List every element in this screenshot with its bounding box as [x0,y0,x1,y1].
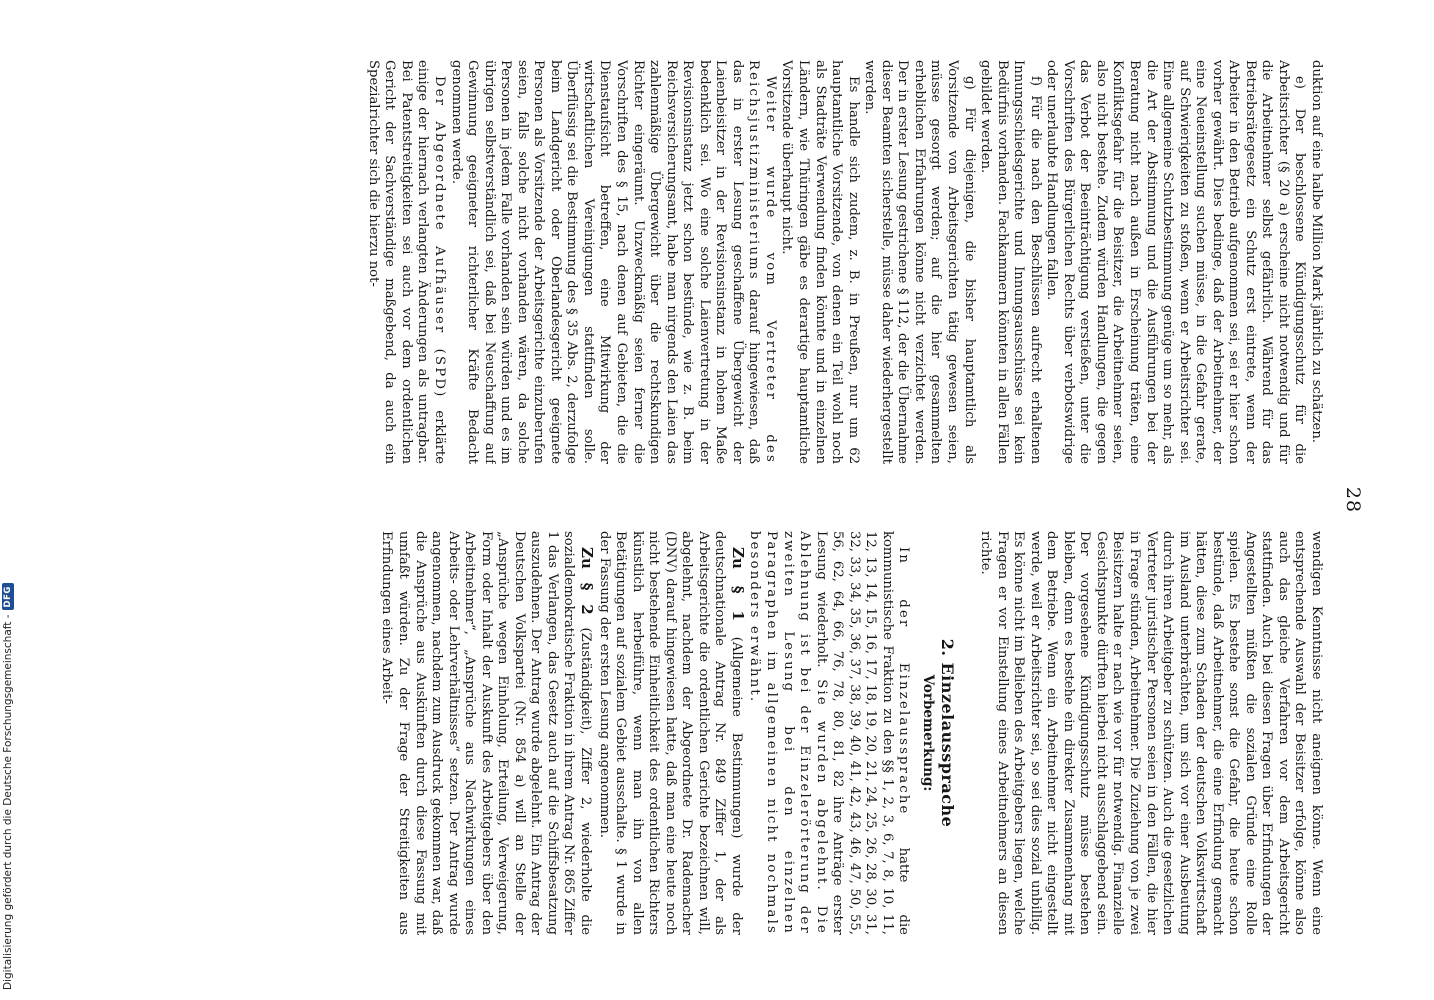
paragraph: Es handle sich zudem, z. B. in Preußen, nur um 62 hauptamtliche Vorsitzende, von denen ein Teil wohl noch als Stadträte Verwendung finden könnte und in einzelnen Ländern, wie Thüringen gäbe es derartige hauptamtliche Vorsitzende überhaupt nicht. [779,60,861,464]
left-column [74,60,1324,464]
paragraph-text: darauf hingewiesen, daß das in erster Lesung geschaffene Übergewicht der Laienbeisitzer in der Revisionsinstanz in hohem Maße bedenklich sei. Wo eine solche Laienvertretung in der Revisionsinstanz jetzt schon bestünde, wie z. B. beim Reichsversicherungsamt, habe man nirgends den Laien das zahlenmäßige Übergewicht über die rechtskundigen Richter eingeräumt. Unzweckmäßig seien ferner die Vorschriften des § 15, nach denen auf Gebieten, die die Dienstaufsicht betreffen, eine Mitwirkung der wirtschaftlichen Vereinigungen stattfinden solle. Überflüssig sei die Bestimmung des § 35 Abs. 2, derzufolge beim Landgericht oder Oberlandesgericht geeignete Personen als Vorsitzende der Arbeitsgerichte einzuberufen seien, falls solche nicht vorhanden wären, da solche Personen in jedem Falle vorhanden sein würden und es im übrigen selbstverständlich sei, daß bei Neuschaffung auf Gewinnung geeigneter richterlicher Kräfte Bedacht genommen werde. [448,60,762,464]
paragraph [746,531,911,935]
section-subheading: Vorbemerkung: [919,674,936,792]
paragraph [447,60,778,464]
dfg-logo-icon: DFG [2,583,14,610]
right-column [74,531,1324,935]
paragraph: e) Der beschlossene Kündigungsschutz für die Arbeitsrichter (§ 20 a) erscheine nicht notwendig und für die Arbeitnehmer selbst gefährlich. Während für das Betriebsrätegesetz ein Schutz erst eintrete, wenn der Arbeiter in den Betrieb aufgenommen sei, sei er hier schon vorher gewährt. Dies bedinge, daß der Arbeitnehmer, der eine Neueinstellung suchen müsse, in die Gefahr gerate, auf Schwierigkeiten zu stoßen, wenn er Arbeitsrichter sei. Eine allgemeine Schutzbestimmung genüge um so mehr, als die Art der Abstimmung und die Ausführungen bei der Beratung nicht nach außen in Erscheinung träten, eine Konfliktsgefahr für die Beisitzer, die Arbeitnehmer seien, also nicht bestehe. Zudem würden Handlungen, die gegen das Verbot der Beeinträchtigung verstießen, unter die Vorschriften des Bürgerlichen Rechts über verbotswidrige oder unerlaubte Handlungen fallen. [1044,60,1308,464]
paragraph-text: hatte die kommunistische Fraktion zu den §§ 1, 2, 3, 6, 7, 8, 10, 11, 12, 13, 14, 15, 16, 17, 18, 19, 20, 21, 24, 25, 26, 28, 30, 31, 32, 33, 34, 35, 36, 37, 38, 39, 40, 41, 42, 43, 46, 47, 50, 55, 56, 62, 64, 66, 76, 78, 80, 81, 82 ihre Anträge erster Lesung wiederholt. [813,531,912,935]
digitization-attribution [2,583,14,990]
paragraph: duktion auf eine halbe Million Mark jährlich zu schätzen. [1309,60,1324,444]
paragraph [595,531,746,935]
paragraph [364,60,447,464]
spaced-text: In der Einzelaussprache [896,547,912,816]
paragraph-text: (Zuständigkeit), Ziffer 2, wiederholte die sozialdemokratische Fraktion in ihrem Antrag Nr. 865 Ziffer 1 das Verlangen, das Gesetz auch auf die Schiffsbesatzung auszudehnen. Der Antrag wurde abgelehnt. Ein Antrag der Deutschen Volkspartei (Nr. 854 a) will an Stelle der „Ansprüche wegen Einholung, Erteilung, Verweigerung, Form oder Inhalt der Auskunft des Arbeitgebers über den Arbeitnehmer“, „Ansprüche aus Nachwirkungen eines Arbeits- oder Lehrverhältnisses“ setzen. Der Antrag wurde angenommen, nachdem zum Ausdruck gekommen war, daß die Ansprüche aus Auskünften durch diese Fassung mit umfaßt würden. Zu der Frage der Streitigkeiten aus Erfindungen eines Arbeit- [379,531,594,935]
paragraph-text: erklärte einige der hiernach verlangten Änderungen als untragbar. Bei Patentstreitigkeiten sei auch vor dem ordentlichen Gericht der Sachverständige maßgebend, da auch ein Spezialrichter sich die hierzu not- [365,60,448,464]
paragraph: g) Für diejenigen, die bisher hauptamtlich als Vorsitzende von Arbeitsgerichten tätig gewesen seien, müsse gesorgt werden; auf die hier gesammelten erheblichen Erfahrungen könne nicht verzichtet werden. Der in erster Lesung gestrichene § 112, der die Übernahme dieser Beamten sicherstelle, müsse daher wiederhergestellt werden. [862,60,977,464]
paragraph-text: (Allgemeine Bestimmungen) wurde der deutschnationale Antrag Nr. 849 Ziffer 1, der als Arbeitsgerichte die ordentlichen Gerichte bezeichnen will, abgelehnt, nachdem der Abgeordnete Dr. Rademacher (DNV) darauf hingewiesen hatte, daß man eine heute noch nicht bestehende Einheitlichkeit des ordentlichen Richters künstlich herbeiführe, wenn man ihn von allen Betätigungen auf sozialem Gebiet ausschalte. § 1 wurde in der Fassung der ersten Lesung angenommen. [596,531,744,935]
attribution-text: Digitalisierung gefördert durch die Deutsche Forschungsgemeinschaft - [2,614,14,990]
paragraph: f) Für die nach den Beschlüssen aufrecht erhaltenen Innungsschiedsgerichte und Innungsausschüsse sei kein Bedürfnis vorhanden. Fachkammern könnten in allen Fällen gebildet werden. [978,60,1043,464]
section-heading: 2. Einzelaussprache [937,638,957,828]
paragraph-mark: Zu § 2 [578,547,597,615]
paragraph [378,531,595,935]
page-number: 28 [1342,486,1364,514]
paragraph-mark: Zu § 1 [728,547,747,621]
spaced-text: Weiter wurde vom Vertreter des Reichsjustizministeriums [746,60,778,464]
paragraph: wendigen Kenntnisse nicht aneignen könne. Wenn eine entsprechende Auswahl der Beisitzer erfolge, könne also auch das gleiche Verfahren vor dem Arbeitsgericht stattfinden. Auch bei diesen Fragen über Erfindungen der Angestellten müßten die sozialen Gründe eine Rolle spielen. Es bestehe sonst die Gefahr, die heute schon bestünde, daß Arbeitnehmer, die eine Erfindung gemacht hätten, diese zum Schaden der deutschen Volkswirtschaft im Ausland unterbrächten, um sich vor einer Ausbeutung durch ihren Arbeitgeber zu schützen. Auch die gesetzlichen Vertreter juristischer Personen seien in den Fällen, die hier in Frage stünden, Arbeitnehmer. Die Zuziehung von je zwei Beisitzern halte er nach wie vor für notwendig. Finanzielle Gesichtspunkte dürften hierbei nicht ausschlaggebend sein. Der vorgesehene Kündigungsschutz müsse bestehen bleiben, denn es bestehe ein direkter Zusammenhang mit dem Betriebe. Wenn ein Arbeitnehmer nicht eingestellt werde, weil er Arbeitsrichter sei, so sei dies sozial unbillig. Es könne nicht im Belieben des Arbeitgebers liegen, welche Fragen er vor Einstellung eines Arbeitnehmers an diesen richte. [978,531,1324,935]
spaced-text: Sie wurden abgelehnt. Die Ablehnung ist bei der Einzelerörterung der zweiten Lesung bei den einzelnen Paragraphen im allgemeinen nicht nochmals besonders erwähnt. [747,531,829,935]
spaced-text: Der Abgeordnete Aufhäuser (SPD) [432,76,448,399]
